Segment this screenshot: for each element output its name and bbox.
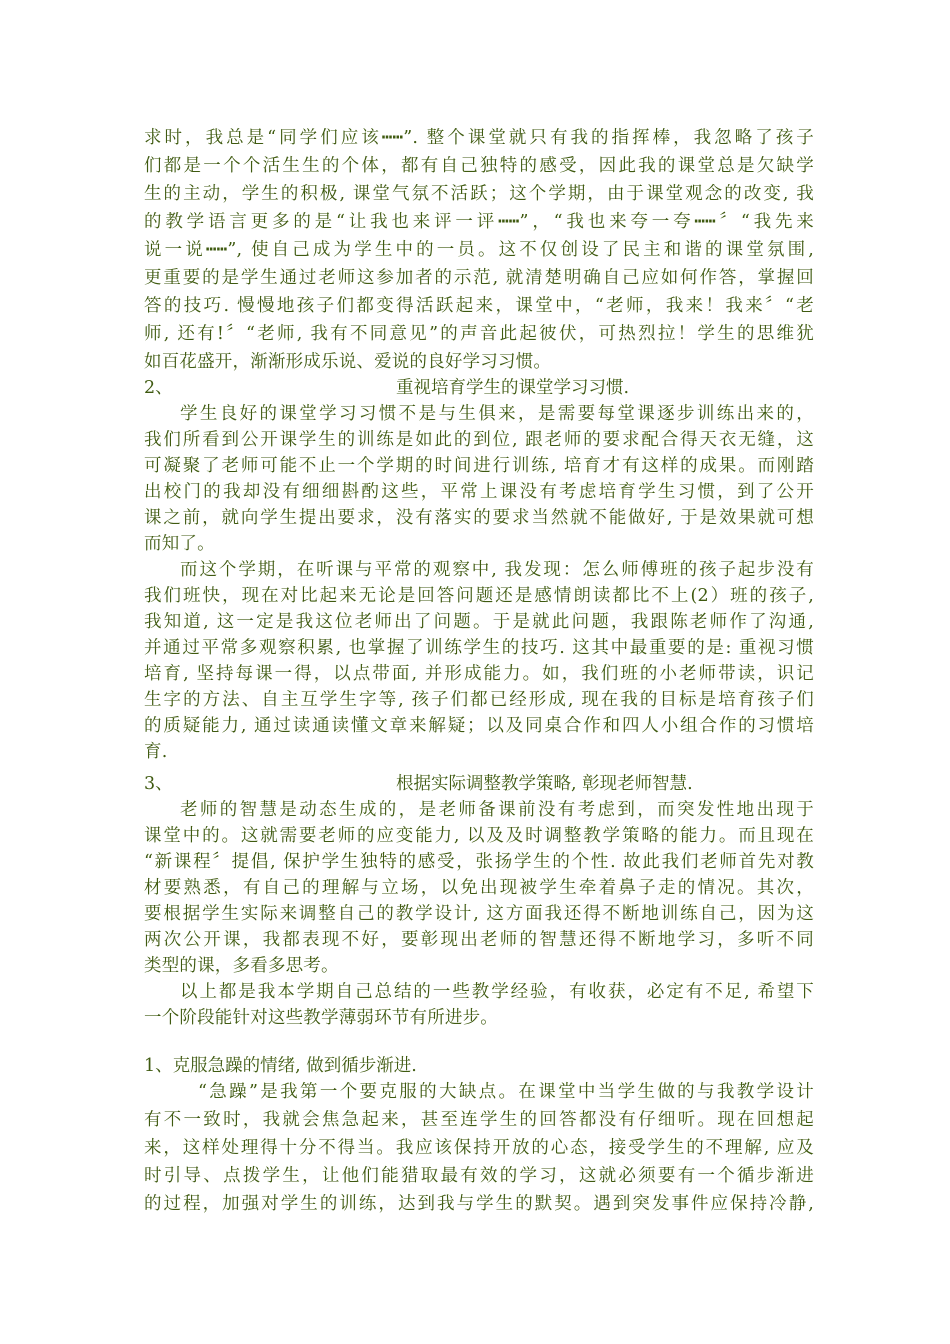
paragraph-line: 培育, 坚持每课一得，以点带面, 并形成能力。如，我们班的小老师带读，识记 bbox=[144, 664, 814, 684]
paragraph-line: 的过程，加强对学生的训练，达到我与学生的默契。遇到突发事件应保持冷静, bbox=[144, 1194, 814, 1214]
paragraph-line: 们都是一个个活生生的个体，都有自己独特的感受，因此我的课堂总是欠缺学 bbox=[144, 156, 814, 176]
section-2-number: 2、 bbox=[144, 378, 173, 398]
paragraph-line: 课堂中的。这就需要老师的应变能力, 以及及时调整教学策略的能力。而且现在 bbox=[144, 826, 814, 846]
section-1b-heading: 1、克服急躁的情绪, 做到循步渐进. bbox=[144, 1056, 417, 1076]
paragraph-line: 并通过平常多观察积累, 也掌握了训练学生的技巧. 这其中最重要的是: 重视习惯 bbox=[144, 638, 814, 658]
paragraph-line: 师, 还有!〞“老师, 我有不同意见”的声音此起彼伏，可热烈拉！学生的思维犹 bbox=[144, 324, 814, 344]
paragraph-line: 材要熟悉，有自己的理解与立场，以免出现被学生牵着鼻子走的情况。其次， bbox=[144, 878, 814, 898]
paragraph-line: 的教学语言更多的是“让我也来评一评┅┅”，“我也来夸一夸┅┅〞“我先来 bbox=[144, 212, 814, 232]
section-3-number: 3、 bbox=[144, 774, 173, 794]
paragraph-line: “急躁”是我第一个要克服的大缺点。在课堂中当学生做的与我教学设计 bbox=[198, 1082, 814, 1102]
paragraph-line: 来，这样处理得十分不得当。我应该保持开放的心态，接受学生的不理解, 应及 bbox=[144, 1138, 814, 1158]
paragraph-line: 如百花盛开，渐渐形成乐说、爱说的良好学习习惯。 bbox=[144, 352, 552, 372]
paragraph-line: 老师的智慧是动态生成的，是老师备课前没有考虑到，而突发性地出现于 bbox=[180, 800, 814, 820]
paragraph-line: 学生良好的课堂学习习惯不是与生俱来，是需要每堂课逐步训练出来的， bbox=[180, 404, 814, 424]
paragraph-line: 求时，我总是“同学们应该┅┅”. 整个课堂就只有我的指挥棒，我忽略了孩子 bbox=[144, 128, 814, 148]
paragraph-line: 我们班快，现在对比起来无论是回答问题还是感情朗读都比不上(2）班的孩子, bbox=[144, 586, 814, 606]
section-2-title: 重视培育学生的课堂学习习惯. bbox=[396, 378, 630, 398]
paragraph-line: 有不一致时，我就会焦急起来，甚至连学生的回答都没有仔细听。现在回想起 bbox=[144, 1110, 814, 1130]
paragraph-line: 我知道, 这一定是我这位老师出了问题。于是就此问题，我跟陈老师作了沟通, bbox=[144, 612, 814, 632]
paragraph-line: 可凝聚了老师可能不止一个学期的时间进行训练, 培育才有这样的成果。而刚踏 bbox=[144, 456, 814, 476]
paragraph-line: 要根据学生实际来调整自己的教学设计, 这方面我还得不断地训练自己，因为这 bbox=[144, 904, 814, 924]
paragraph-line: 答的技巧. 慢慢地孩子们都变得活跃起来，课堂中，“老师，我来！我来〞“老 bbox=[144, 296, 814, 316]
paragraph-line: 课之前，就向学生提出要求，没有落实的要求当然就不能做好, 于是效果就可想 bbox=[144, 508, 814, 528]
paragraph-line: 生的主动，学生的积极, 课堂气氛不活跃；这个学期，由于课堂观念的改变, 我 bbox=[144, 184, 814, 204]
paragraph-line: 的质疑能力, 通过读通读懂文章来解疑；以及同桌合作和四人小组合作的习惯培 bbox=[144, 716, 814, 736]
paragraph-line: 生字的方法、自主互学生字等, 孩子们都已经形成, 现在我的目标是培育孩子们 bbox=[144, 690, 814, 710]
paragraph-line: “新课程〞提倡, 保护学生独特的感受，张扬学生的个性. 故此我们老师首先对教 bbox=[144, 852, 814, 872]
paragraph-line: 时引导、点拨学生，让他们能猎取最有效的学习，这就必须要有一个循步渐进 bbox=[144, 1166, 814, 1186]
paragraph-line: 更重要的是学生通过老师这参加者的示范, 就清楚明确自己应如何作答，掌握回 bbox=[144, 268, 814, 288]
section-3-title: 根据实际调整教学策略, 彰现老师智慧. bbox=[396, 774, 693, 794]
paragraph-line: 而知了。 bbox=[144, 534, 215, 554]
paragraph-line: 说一说┅┅”, 使自己成为学生中的一员。这不仅创设了民主和谐的课堂氛围, bbox=[144, 240, 814, 260]
paragraph-line: 两次公开课，我都表现不好，要彰现出老师的智慧还得不断地学习，多听不同 bbox=[144, 930, 814, 950]
paragraph-line: 以上都是我本学期自己总结的一些教学经验，有收获，必定有不足, 希望下 bbox=[180, 982, 814, 1002]
paragraph-line: 育. bbox=[144, 742, 168, 762]
paragraph-line: 而这个学期，在听课与平常的观察中, 我发现：怎么师傅班的孩子起步没有 bbox=[180, 560, 814, 580]
paragraph-line: 出校门的我却没有细细斟酌这些，平常上课没有考虑培育学生习惯，到了公开 bbox=[144, 482, 814, 502]
paragraph-line: 我们所看到公开课学生的训练是如此的到位, 跟老师的要求配合得天衣无缝，这 bbox=[144, 430, 814, 450]
paragraph-line: 一个阶段能针对这些教学薄弱环节有所进步。 bbox=[144, 1008, 498, 1028]
paragraph-line: 类型的课，多看多思考。 bbox=[144, 956, 339, 976]
